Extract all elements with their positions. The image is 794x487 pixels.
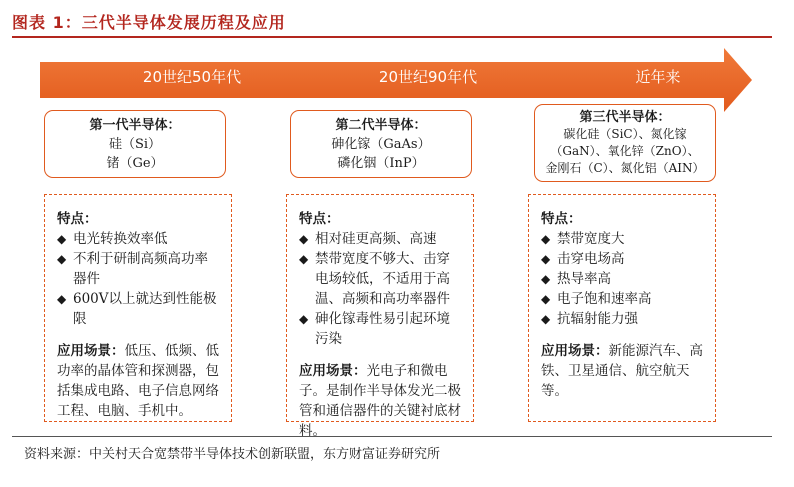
features-heading: 特点： (299, 211, 340, 227)
features-heading: 特点： (57, 211, 98, 227)
source-note: 资料来源：中关村天合宽禁带半导体技术创新联盟，东方财富证券研究所 (24, 447, 441, 462)
era-label-3: 近年来 (635, 68, 681, 86)
apps-text: 光电子和微电子。是制作半导体发光二极管和通信器件的关键衬底材料。 (299, 363, 461, 439)
era-label-2: 20世纪90年代 (378, 68, 478, 86)
gen3-material: 碳化硅（SiC）、氮化镓 (563, 127, 687, 141)
gen2-details (286, 194, 474, 439)
apps-heading: 应用场景： (541, 343, 609, 359)
feature-item: ◆ 电光转换效率低 (57, 229, 219, 249)
gen1-name: 第一代半导体： (89, 117, 181, 133)
gen2-material: 砷化镓（GaAs） (331, 136, 431, 152)
feature-item: ◆ 不利于研制高频高功率器件 (57, 249, 219, 289)
features-list (57, 229, 219, 329)
apps-heading: 应用场景： (57, 343, 125, 359)
apps-block (541, 341, 703, 401)
apps-text: 低压、低频、低功率的晶体管和探测器，包括集成电路、电子信息网络工程、电脑、手机中。 (57, 343, 219, 419)
gen1-material: 锗（Ge） (106, 155, 164, 171)
gen2-box (290, 110, 472, 178)
gen3-material: 金刚石（C）、氮化铝（AIN） (545, 161, 705, 175)
apps-block (299, 361, 461, 441)
gen1-material: 硅（Si） (108, 136, 162, 152)
feature-item: ◆ 热导率高 (541, 269, 703, 289)
feature-item: ◆ 禁带宽度大 (541, 229, 703, 249)
gen3-box (534, 104, 716, 182)
features-heading: 特点： (541, 211, 582, 227)
feature-item: ◆ 抗辐射能力强 (541, 309, 703, 329)
feature-item: ◆ 电子饱和速率高 (541, 289, 703, 309)
feature-item: ◆ 相对硅更高频、高速 (299, 229, 461, 249)
feature-item: ◆ 砷化镓毒性易引起环境污染 (299, 309, 461, 349)
features-list (541, 229, 703, 329)
feature-item: ◆ 击穿电场高 (541, 249, 703, 269)
gen3-material: （GaN）、氧化锌（ZnO）、 (550, 144, 700, 158)
apps-heading: 应用场景： (299, 363, 367, 379)
gen3-name: 第三代半导体： (579, 110, 671, 125)
features-list (299, 229, 461, 349)
gen1-details (44, 194, 232, 422)
era-label-1: 20世纪50年代 (142, 68, 242, 86)
apps-text: 新能源汽车、高铁、卫星通信、航空航天等。 (541, 343, 703, 399)
feature-item: ◆ 禁带宽度不够大、击穿电场较低，不适用于高温、高频和高功率器件 (299, 249, 461, 309)
gen1-box (44, 110, 226, 178)
source-rule (12, 436, 772, 437)
timeline-arrow (40, 48, 752, 112)
gen2-name: 第二代半导体： (335, 117, 427, 133)
title-rule (12, 36, 772, 38)
feature-item: ◆ 600V以上就达到性能极限 (57, 289, 219, 329)
figure-title: 图表 1：三代半导体发展历程及应用 (12, 13, 286, 32)
apps-block (57, 341, 219, 421)
gen3-details (528, 194, 716, 422)
gen2-material: 磷化铟（InP） (337, 155, 425, 171)
